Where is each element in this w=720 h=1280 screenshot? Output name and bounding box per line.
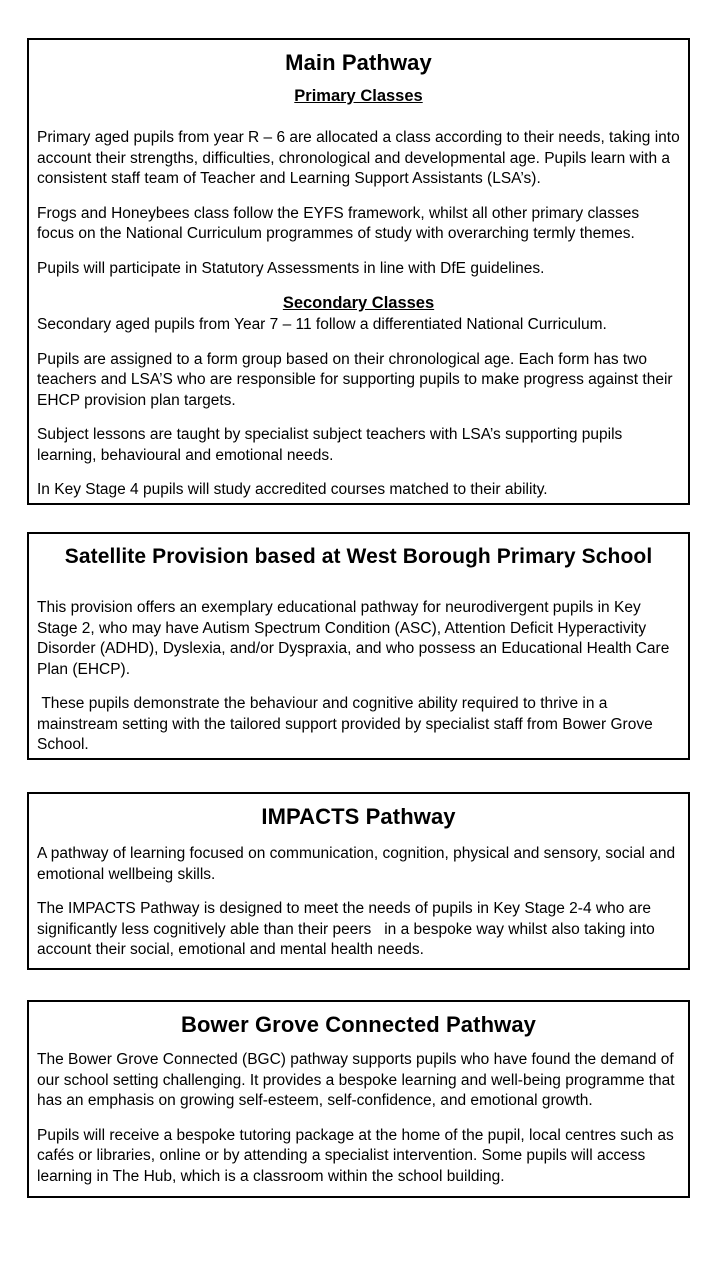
satellite-provision-paragraph: This provision offers an exemplary educational pathway for neurodivergent pupils in Key Stage 2, who may have Autism Spectrum Condition (ASC), Attention Deficit Hyperactivity Disorder (ADHD), Dyslexia, and/or Dyspraxia, and who possess an Educational Health Care Plan (EHCP). — [37, 599, 674, 678]
impacts-pathway-title: IMPACTS Pathway — [261, 804, 456, 829]
subheading-secondary-classes: Secondary Classes — [282, 294, 435, 312]
pathway-box-bower-grove-connected — [27, 1000, 690, 1198]
primary-assessments-paragraph: Pupils will participate in Statutory Assessments in line with DfE guidelines. — [37, 259, 545, 277]
secondary-subject-lessons-paragraph: Subject lessons are taught by specialist subject teachers with LSA’s supporting pupils learning, behavioural and emotional needs. — [37, 426, 627, 464]
secondary-intro-paragraph: Secondary aged pupils from Year 7 – 11 follow a differentiated National Curriculum. — [37, 316, 607, 333]
satellite-pupils-paragraph: These pupils demonstrate the behaviour and cognitive ability required to thrive in a mainstream setting with the tailored support provided by specialist staff from Bower Grove School. — [37, 695, 657, 753]
primary-eyfs-paragraph: Frogs and Honeybees class follow the EYFS framework, whilst all other primary classes focus on the National Curriculum programmes of study with overarching termly themes. — [37, 204, 644, 242]
bgc-pathway-title: Bower Grove Connected Pathway — [181, 1012, 536, 1037]
secondary-form-group-paragraph: Pupils are assigned to a form group based on their chronological age. Each form has two teachers and LSA’S who are responsible for supporting pupils to make progress against their EHCP provision plan targets. — [37, 350, 677, 409]
bgc-support-paragraph: The Bower Grove Connected (BGC) pathway supports pupils who have found the demand of our school setting challenging. It provides a bespoke learning and well-being programme that has an emphasis on growing self-esteem, self-confidence, and emotional growth. — [37, 1051, 679, 1109]
pathway-box-main — [27, 38, 690, 505]
pathway-box-satellite-provision — [27, 532, 690, 760]
main-pathway-title: Main Pathway — [285, 50, 432, 75]
impacts-focus-paragraph: A pathway of learning focused on communication, cognition, physical and sensory, social and emotional wellbeing skills. — [37, 845, 680, 883]
subheading-primary-classes: Primary Classes — [294, 87, 423, 105]
satellite-provision-title: Satellite Provision based at West Borough Primary School — [64, 545, 653, 568]
impacts-design-paragraph: The IMPACTS Pathway is designed to meet the needs of pupils in Key Stage 2-4 who are significantly less cognitively able than their peers in a bespoke way whilst also taking into account their social, emotional and mental health needs. — [37, 900, 660, 958]
secondary-ks4-paragraph: In Key Stage 4 pupils will study accredited courses matched to their ability. — [37, 481, 548, 498]
bgc-tutoring-paragraph: Pupils will receive a bespoke tutoring package at the home of the pupil, local centres such as cafés or libraries, online or by attending a specialist intervention. Some pupils will access learning in The Hub, which is a classroom within the school building. — [37, 1126, 679, 1185]
pathway-box-impacts — [27, 792, 690, 970]
primary-intro-paragraph: Primary aged pupils from year R – 6 are allocated a class according to their needs, taking into account their strengths, difficulties, chronological and developmental age. Pupils learn with a consistent staff team of Teacher and Learning Support Assistants (LSA’s). — [37, 129, 685, 187]
